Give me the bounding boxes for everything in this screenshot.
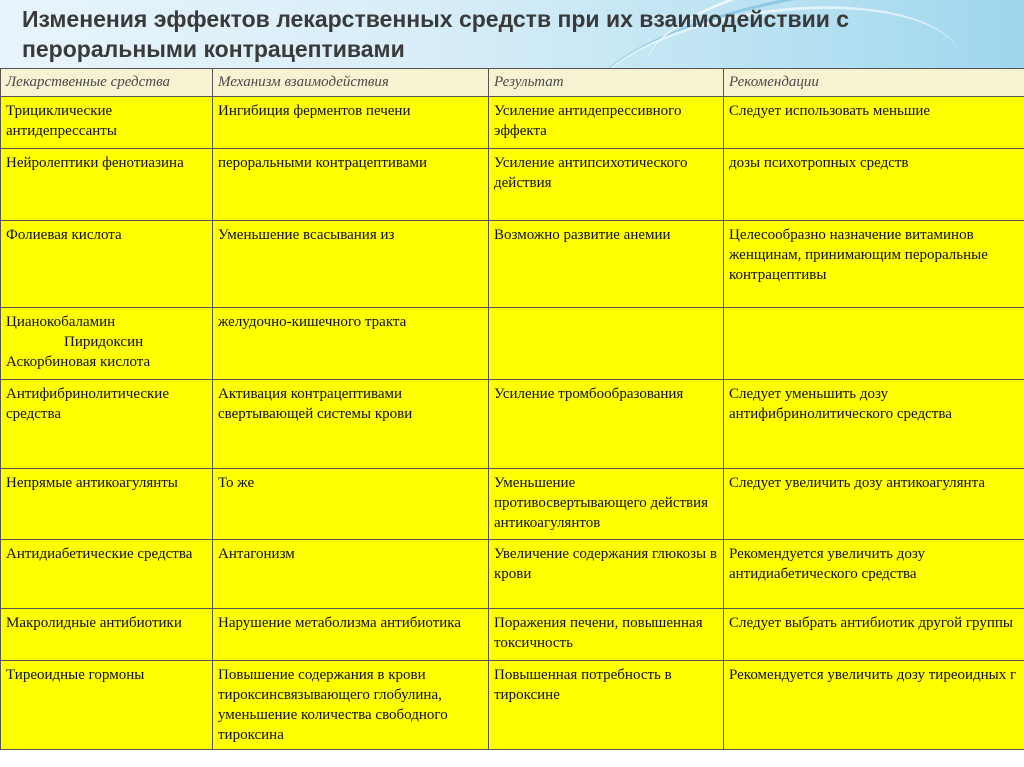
table-cell: Уменьшение всасывания из (213, 221, 489, 308)
slide-title: Изменения эффектов лекарственных средств при их взаимодействии с пероральными контрацептивами (22, 6, 850, 62)
table-header-row (1, 69, 1024, 97)
table-row (1, 661, 1024, 750)
table-cell (489, 308, 724, 380)
table-cell: Усиление антипсихотического действия (489, 149, 724, 221)
table-cell: Нейролептики фенотиазина (1, 149, 213, 221)
table-row (1, 469, 1024, 540)
table-cell: Поражения печени, повышенная токсичность (489, 609, 724, 661)
table-cell: То же (213, 469, 489, 540)
table-cell: Следует использовать меньшие (724, 97, 1024, 149)
table-cell: Рекомендуется увеличить дозу антидиабетического средства (724, 540, 1024, 609)
table-cell: Активация контрацептивами свертывающей системы крови (213, 380, 489, 469)
column-header: Механизм взаимодействия (213, 69, 489, 97)
table-cell (724, 308, 1024, 380)
table-cell: Следует увеличить дозу антикоагулянта (724, 469, 1024, 540)
table-cell: Усиление тромбообразования (489, 380, 724, 469)
table-cell: Рекомендуется увеличить дозу тиреоидных г (724, 661, 1024, 750)
table-cell: Повышенная потребность в тироксине (489, 661, 724, 750)
table-cell: Макролидные антибиотики (1, 609, 213, 661)
table-cell: Повышение содержания в крови тироксинсвязывающего глобулина, уменьшение количества свободного тироксина (213, 661, 489, 750)
column-header: Рекомендации (724, 69, 1024, 97)
interaction-table (0, 68, 1024, 750)
table-cell: желудочно-кишечного тракта (213, 308, 489, 380)
table-cell: Следует выбрать антибиотик другой группы (724, 609, 1024, 661)
table-cell: Фолиевая кислота (1, 221, 213, 308)
table-cell (1, 308, 213, 380)
drug-name: Аскорбиновая кислота (6, 354, 151, 370)
table-cell: Тиреоидные гормоны (1, 661, 213, 750)
table-cell: Ингибиция ферментов печени (213, 97, 489, 149)
table-row (1, 97, 1024, 149)
column-header: Лекарственные средства (1, 69, 213, 97)
table-row (1, 380, 1024, 469)
table-row (1, 308, 1024, 380)
table-cell: дозы психотропных средств (724, 149, 1024, 221)
table-cell: Трициклические антидепрессанты (1, 97, 213, 149)
table-cell: пероральными контрацептивами (213, 149, 489, 221)
table-cell: Уменьшение противосвертывающего действия антикоагулянтов (489, 469, 724, 540)
column-header: Результат (489, 69, 724, 97)
drug-name: Цианокобаламин (6, 314, 116, 330)
table-cell: Нарушение метаболизма антибиотика (213, 609, 489, 661)
table-row (1, 609, 1024, 661)
table-cell: Возможно развитие анемии (489, 221, 724, 308)
table-cell: Непрямые антикоагулянты (1, 469, 213, 540)
table-row (1, 149, 1024, 221)
table-cell: Антидиабетические средства (1, 540, 213, 609)
drug-name: Пиридоксин (64, 334, 144, 350)
table-row (1, 221, 1024, 308)
table-cell: Антагонизм (213, 540, 489, 609)
table-cell: Увеличение содержания глюкозы в крови (489, 540, 724, 609)
table-row (1, 540, 1024, 609)
table-cell: Следует уменьшить дозу антифибринолитического средства (724, 380, 1024, 469)
table-cell: Целесообразно назначение витаминов женщинам, принимающим пероральные контрацептивы (724, 221, 1024, 308)
slide-header (0, 0, 1024, 70)
table-cell: Усиление антидепрессивного эффекта (489, 97, 724, 149)
table-cell: Антифибринолитические средства (1, 380, 213, 469)
